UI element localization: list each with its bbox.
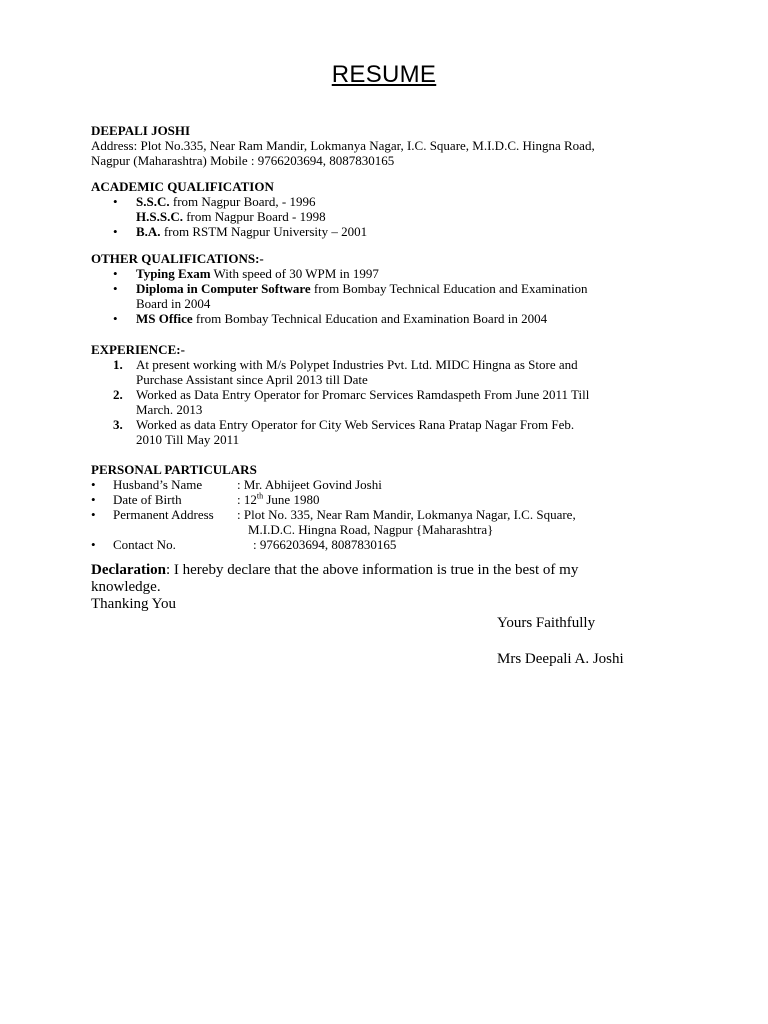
other-qualifications-section xyxy=(91,251,681,326)
bullet-icon: • xyxy=(91,492,96,507)
bullet-icon: • xyxy=(113,266,118,281)
page-title: RESUME xyxy=(331,61,437,88)
experience-heading: EXPERIENCE:- xyxy=(91,342,185,357)
bullet-icon: • xyxy=(91,537,96,552)
list-item: • Contact No. : 9766203694, 8087830165 xyxy=(91,537,397,552)
bullet-icon: • xyxy=(91,507,96,522)
list-item: 2. Worked as Data Entry Operator for Promarc Services Ramdaspeth From June 2011 Till March. 2013 xyxy=(113,387,590,417)
list-item: 1. At present working with M/s Polypet Industries Pvt. Ltd. MIDC Hingna as Store and Purchase Assistant since April 2013 till Date xyxy=(113,357,578,387)
list-item: • Permanent Address : Plot No. 335, Near Ram Mandir, Lokmanya Nagar, I.C. Square, M.I.D.C. Hingna Road, Nagpur {Maharashtra} xyxy=(91,507,576,537)
experience-section xyxy=(91,342,681,447)
other-list xyxy=(91,266,681,326)
address-line-2: Nagpur (Maharashtra) Mobile : 9766203694, 8087830165 xyxy=(91,153,395,168)
bullet-icon: • xyxy=(113,194,118,209)
list-item: H.S.S.C. from Nagpur Board - 1998 xyxy=(136,209,326,224)
personal-section xyxy=(91,462,681,552)
contact-section xyxy=(91,123,681,168)
experience-list xyxy=(91,357,681,447)
personal-heading: PERSONAL PARTICULARS xyxy=(91,462,257,477)
bullet-icon: • xyxy=(113,224,118,239)
list-item: • B.A. from RSTM Nagpur University – 2001 xyxy=(113,224,368,239)
personal-list xyxy=(91,477,681,552)
academic-heading: ACADEMIC QUALIFICATION xyxy=(91,179,274,194)
list-item: • S.S.C. from Nagpur Board, - 1996 xyxy=(113,194,316,209)
other-heading: OTHER QUALIFICATIONS:- xyxy=(91,251,264,266)
list-item: • Diploma in Computer Software from Bombay Technical Education and Examination Board in 2004 xyxy=(113,281,588,311)
academic-section xyxy=(91,179,681,239)
bullet-icon: • xyxy=(113,281,118,296)
list-item: • Typing Exam With speed of 30 WPM in 1997 xyxy=(113,266,379,281)
list-item: • Husband’s Name : Mr. Abhijeet Govind Joshi xyxy=(91,477,382,492)
bullet-icon: • xyxy=(91,477,96,492)
signature-name: Mrs Deepali A. Joshi xyxy=(497,651,624,667)
academic-list xyxy=(91,194,681,239)
declaration-text: : I hereby declare that the above information is true in the best of my xyxy=(165,562,579,578)
candidate-name: DEEPALI JOSHI xyxy=(91,123,191,138)
address-line-1: Address: Plot No.335, Near Ram Mandir, Lokmanya Nagar, I.C. Square, M.I.D.C. Hingna Road, xyxy=(91,138,595,153)
closing-text: Yours Faithfully xyxy=(497,615,596,631)
declaration-text-2: knowledge. xyxy=(91,579,161,595)
list-item: • Date of Birth : 12th June 1980 xyxy=(91,491,320,507)
list-item: • MS Office from Bombay Technical Education and Examination Board in 2004 xyxy=(113,311,548,326)
thanks-text: Thanking You xyxy=(91,596,177,612)
bullet-icon: • xyxy=(113,311,118,326)
list-item: 3. Worked as data Entry Operator for City Web Services Rana Pratap Nagar From Feb. 2010 Till May 2011 xyxy=(113,417,575,447)
declaration-section xyxy=(91,562,681,613)
declaration-label: Declaration xyxy=(91,562,166,578)
